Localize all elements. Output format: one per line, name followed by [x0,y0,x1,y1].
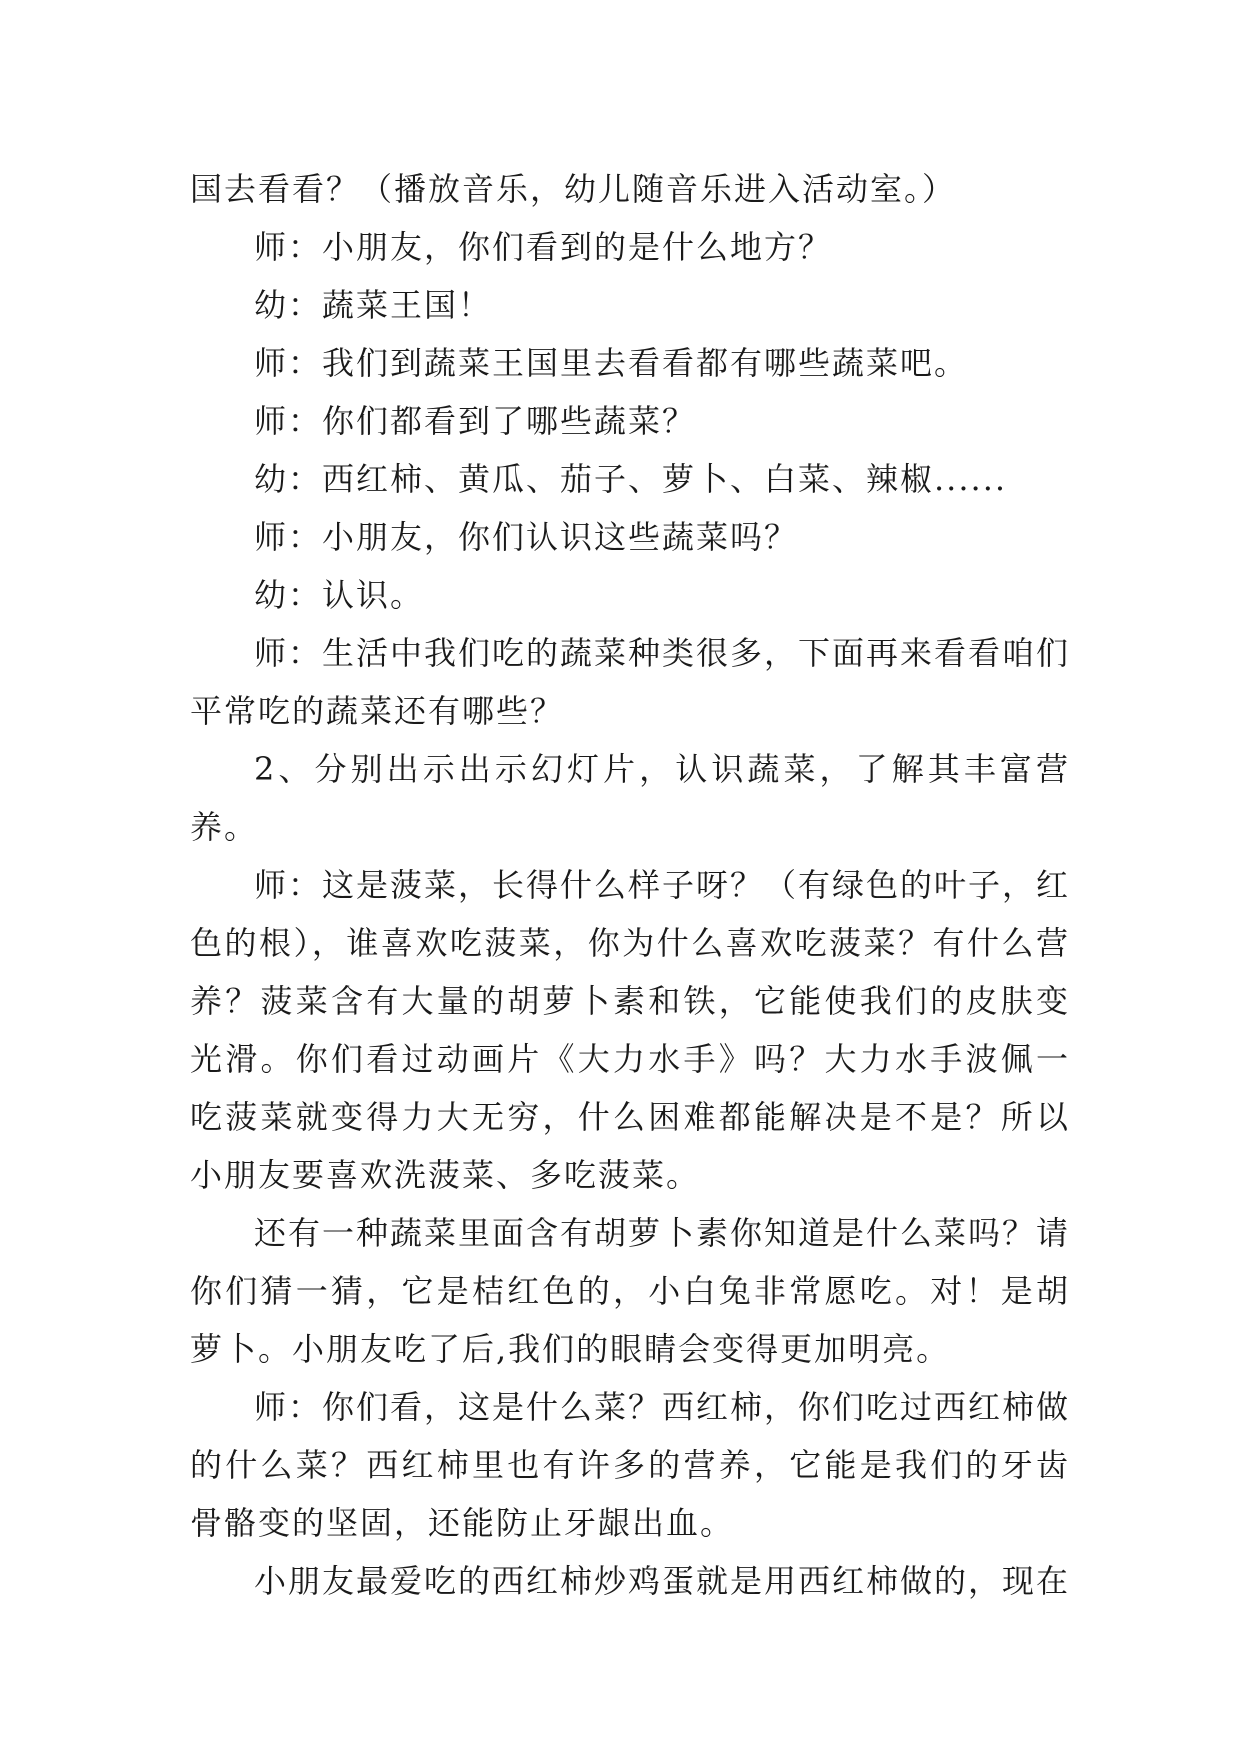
paragraph: 还有一种蔬菜里面含有胡萝卜素你知道是什么菜吗？请你们猜一猜，它是桔红色的，小白兔非常愿吃。对！是胡萝卜。小朋友吃了后,我们的眼睛会变得更加明亮。 [190,1214,1071,1368]
document-body [190,160,1070,1610]
paragraph: 师：小朋友，你们看到的是什么地方？ [254,228,833,266]
paragraph: 幼：西红柿、黄瓜、茄子、萝卜、白菜、辣椒...... [254,460,1008,498]
paragraph: 师：你们都看到了哪些蔬菜？ [254,402,697,440]
paragraph: 师：小朋友，你们认识这些蔬菜吗？ [254,518,799,556]
paragraph: 师：我们到蔬菜王国里去看看都有哪些蔬菜吧。 [254,344,969,382]
section-heading: 2、分别出示出示幻灯片，认识蔬菜，了解其丰富营养。 [190,750,1070,846]
paragraph: 师：生活中我们吃的蔬菜种类很多，下面再来看看咱们平常吃的蔬菜还有哪些？ [190,634,1071,730]
paragraph: 幼：蔬菜王国！ [254,286,493,324]
paragraph: 小朋友最爱吃的西红柿炒鸡蛋就是用西红柿做的，现在 [254,1562,1071,1600]
paragraph: 幼：认识。 [254,576,425,614]
paragraph: 国去看看？（播放音乐，幼儿随音乐进入活动室。） [190,170,957,208]
paragraph: 师：你们看，这是什么菜？西红柿，你们吃过西红柿做的什么菜？西红柿里也有许多的营养，它能是我们的牙齿骨骼变的坚固，还能防止牙龈出血。 [190,1388,1071,1542]
paragraph: 师：这是菠菜，长得什么样子呀？（有绿色的叶子，红色的根），谁喜欢吃菠菜，你为什么喜欢吃菠菜？有什么营养？菠菜含有大量的胡萝卜素和铁，它能使我们的皮肤变光滑。你们看过动画片《大力水手》吗？大力水手波佩一吃菠菜就变得力大无穷，什么困难都能解决是不是？所以小朋友要喜欢洗菠菜、多吃菠菜。 [190,866,1071,1194]
